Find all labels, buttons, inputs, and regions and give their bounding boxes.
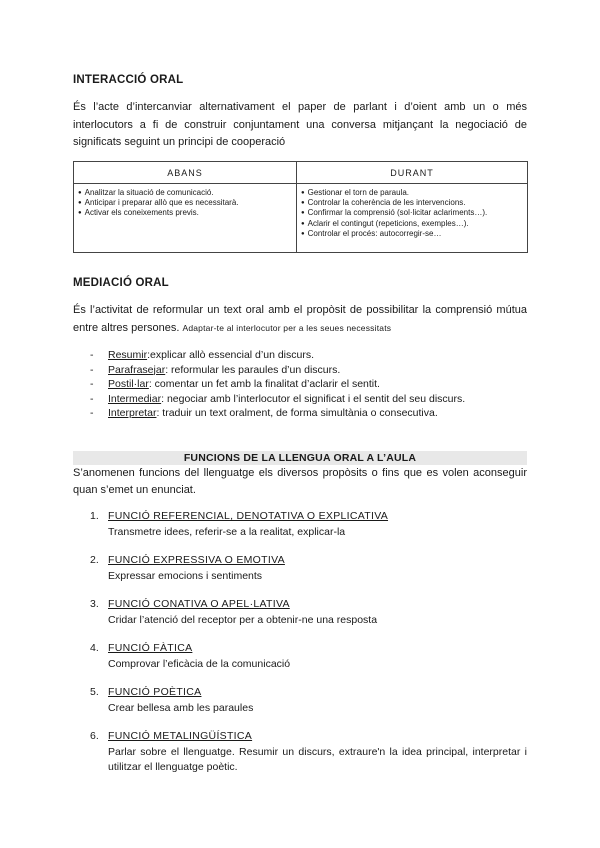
durant-item: ● Gestionar el torn de paraula. [301, 188, 523, 198]
item-number: 6. [90, 730, 99, 742]
mediacio-definition [73, 302, 527, 337]
item-number: 4. [90, 642, 99, 654]
function-description: Transmetre idees, referir-se a la realitat, explicar-la [108, 526, 346, 538]
abans-item: ● Analitzar la situació de comunicació. [78, 188, 292, 198]
term-text: : comentar un fet amb la finalitat d’aclarir el sentit. [148, 378, 380, 391]
funcions-intro: S’anomenen funcions del llenguatge els diversos propòsits o fins que es volen aconseguir quan s’emet un enunciat. [73, 467, 527, 496]
term: Interpretar [108, 407, 157, 420]
list-item [90, 363, 510, 378]
term-text: :explicar allò essencial d’un discurs. [147, 349, 315, 361]
list-item [90, 406, 510, 421]
abans-item: ● Activar els coneixements previs. [78, 208, 292, 218]
mediacio-note: Adaptar-te al interlocutor per a les seues necessitats [182, 322, 392, 333]
term: Parafrasejar [108, 363, 166, 376]
dash-marker: - [90, 378, 94, 391]
dash-marker: - [90, 407, 94, 420]
table-header-abans: ABANS [74, 162, 297, 184]
function-title: FUNCIÓ REFERENCIAL, DENOTATIVA O EXPLICATIVA [108, 510, 389, 522]
list-item [90, 377, 510, 392]
interaccio-definition: És l’acte d’intercanviar alternativament el paper de parlant i d’oient amb un o més interlocutors a fi de construir conjuntament una conversa mitjançant la negociació de significats seguint un principi de cooperació [73, 101, 527, 148]
function-description: Parlar sobre el llenguatge. Resumir un discurs, extraure'n la idea principal, interpretar i utilitzar el llenguatge poètic. [108, 746, 527, 773]
dash-marker: - [90, 349, 94, 361]
interaccio-heading: INTERACCIÓ ORAL [73, 74, 184, 86]
function-title: FUNCIÓ FÀTICA [108, 642, 193, 654]
term: Intermediar [108, 392, 162, 405]
mediacio-heading: MEDIACIÓ ORAL [73, 277, 169, 289]
abans-item: ● Anticipar i preparar allò que es necessitarà. [78, 198, 292, 208]
function-title: FUNCIÓ POÈTICA [108, 686, 202, 698]
funcions-heading: FUNCIONS DE LA LLENGUA ORAL A L’AULA [183, 452, 417, 464]
durant-item: ● Aclarir el contingut (repeticions, exemples…). [301, 219, 523, 229]
function-title: FUNCIÓ EXPRESSIVA O EMOTIVA [108, 554, 285, 566]
function-description: Cridar l’atenció del receptor per a obtenir-ne una resposta [108, 614, 378, 626]
term: Resumir [108, 349, 148, 361]
durant-item: ● Controlar el procés: autocorregir-se… [301, 229, 523, 239]
term-text: : reformular les paraules d’un discurs. [165, 363, 341, 376]
term-text: : negociar amb l’interlocutor el significat i el sentit del seu discurs. [161, 392, 466, 405]
term-text: : traduir un text oralment, de forma simultània o consecutiva. [156, 407, 438, 420]
table-cell-abans [74, 184, 297, 253]
table-cell-durant [297, 184, 528, 253]
dash-marker: - [90, 363, 94, 376]
item-number: 3. [90, 598, 99, 610]
list-item [90, 348, 510, 363]
list-item [90, 392, 510, 407]
function-description: Crear bellesa amb les paraules [108, 702, 254, 714]
term: Postil·lar [108, 378, 149, 391]
mediacio-definition-text: És l’activitat de reformular un text oral amb el propòsit de possibilitar la comprensió mútua entre altres persones. [73, 304, 527, 334]
function-description: Comprovar l’eficàcia de la comunicació [108, 658, 291, 670]
durant-item: ● Confirmar la comprensió (sol·licitar aclariments…). [301, 208, 523, 218]
mediacio-list [90, 348, 510, 421]
item-number: 5. [90, 686, 99, 698]
abans-durant-table [73, 161, 528, 253]
table-header-durant: DURANT [297, 162, 528, 184]
item-number: 1. [90, 510, 99, 522]
function-title: FUNCIÓ CONATIVA O APEL·LATIVA [108, 598, 290, 610]
durant-item: ● Controlar la coherència de les intervencions. [301, 198, 523, 208]
function-description: Expressar emocions i sentiments [108, 570, 263, 582]
item-number: 2. [90, 554, 99, 566]
function-title: FUNCIÓ METALINGÜÍSTICA [108, 730, 253, 742]
dash-marker: - [90, 392, 94, 405]
